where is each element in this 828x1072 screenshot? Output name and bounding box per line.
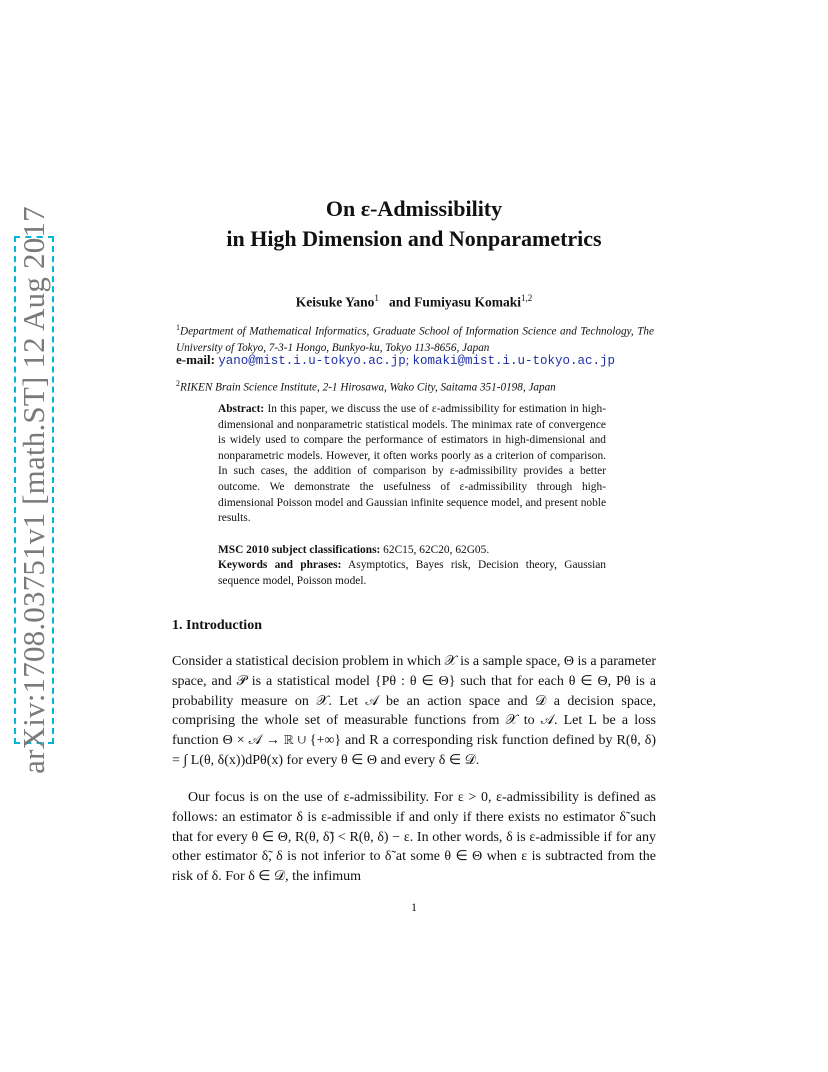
affiliation-2 <box>176 376 654 396</box>
page-number: 1 <box>411 900 417 914</box>
email-link[interactable]: komaki@mist.i.u-tokyo.ac.jp <box>412 354 616 368</box>
email-line <box>176 352 654 368</box>
msc-classifications <box>218 543 606 559</box>
arxiv-identifier: arXiv:1708.03751v1 [math.ST] 12 Aug 2017 <box>16 206 51 774</box>
keywords <box>218 558 606 589</box>
section-heading: 1. Introduction <box>172 618 262 633</box>
intro-paragraph-2: Our focus is on the use of ε-admissibility. For ε > 0, ε-admissibility is defined as follows: an estimator δ is ε-admissible if and only if there exists no estimator δ̃ such that for every θ ∈ Θ, R(θ, δ̃) < R(θ, δ) − ε. In other words, δ is ε-admissible if for any other estimator δ̃, δ is not inferior to δ̃ at some θ ∈ Θ when ε is subtracted from the risk of δ. For δ ∈ 𝒟, the infimum <box>172 790 656 885</box>
affiliation-1 <box>176 320 654 356</box>
affiliation-text: RIKEN Brain Science Institute, 2-1 Hirosawa, Wako City, Saitama 351-0198, Japan <box>180 381 556 394</box>
title-line-1: On ε-Admissibility <box>325 196 503 221</box>
affiliation-mark: 2 <box>176 379 180 388</box>
author-joiner: and <box>388 294 411 310</box>
abstract <box>218 402 606 527</box>
email-label: e-mail: <box>176 352 215 367</box>
email-separator: ; <box>405 353 410 367</box>
author-affiliation-mark: 1,2 <box>521 293 533 303</box>
intro-paragraph-1: Consider a statistical decision problem in which 𝒳 is a sample space, Θ is a parameter space, and 𝒫 is a statistical model {Pθ : θ ∈ Θ} such that for each θ ∈ Θ, Pθ is a probability measure on 𝒳. Let 𝒜 be an action space and 𝒟 a decision space, comprising the whole set of measurable functions from 𝒳 to 𝒜. Let L be a loss function Θ × 𝒜 → ℝ ∪ {+∞} and R a corresponding risk function defined by R(θ, δ) = ∫ L(θ, δ(x))dPθ(x) for every θ ∈ Θ and every δ ∈ 𝒟. <box>172 654 657 768</box>
paper-title <box>170 194 658 254</box>
author-name: Keisuke Yano <box>295 294 375 310</box>
abstract-label: Abstract: <box>218 403 265 415</box>
keywords-label: Keywords and phrases: <box>218 559 342 571</box>
email-link[interactable]: yano@mist.i.u-tokyo.ac.jp <box>218 354 406 368</box>
affiliation-text: Department of Mathematical Informatics, Graduate School of Information Science and Technology, The University of Tokyo, 7-3-1 Hongo, Bunkyo-ku, Tokyo 113-8656, Japan <box>176 325 654 354</box>
keywords-text: Asymptotics, Bayes risk, Decision theory, Gaussian sequence model, Poisson model. <box>218 559 607 587</box>
author-affiliation-mark: 1 <box>374 293 379 303</box>
affiliation-mark: 1 <box>176 323 180 332</box>
author-name: Fumiyasu Komaki <box>414 294 522 310</box>
title-line-2: in High Dimension and Nonparametrics <box>226 226 602 251</box>
abstract-text: In this paper, we discuss the use of ε-admissibility for estimation in high-dimensional and nonparametric statistical models. The minimax rate of convergence is widely used to compare the performance of estimators in high-dimensional and nonparametric models. However, it often works poorly as a criterion of comparison. In such cases, the addition of comparison by ε-admissibility provides a better outcome. We demonstrate the usefulness of ε-admissibility through high-dimensional Poisson model and Gaussian infinite sequence model, and present noble results. <box>218 403 606 525</box>
msc-codes: 62C15, 62C20, 62G05. <box>383 544 490 556</box>
msc-label: MSC 2010 subject classifications: <box>218 544 381 556</box>
author-list <box>170 293 658 311</box>
